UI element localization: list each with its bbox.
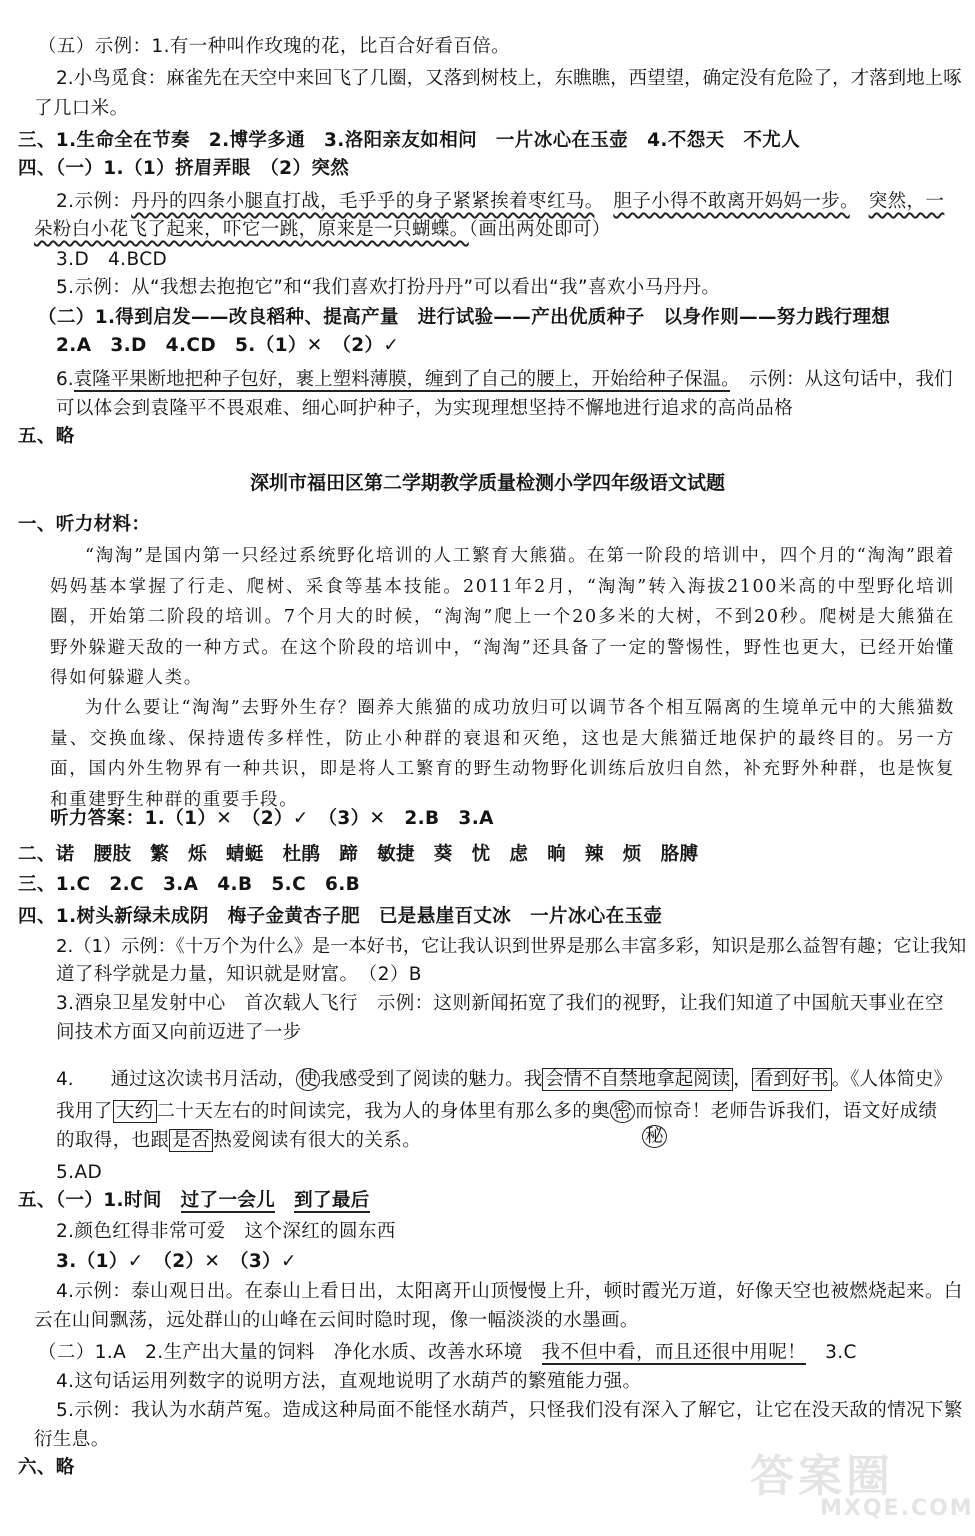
line-section-five-b	[18, 1188, 370, 1214]
underlined-sentence: 袁隆平果断地把种子包好，裹上塑料薄膜，缠到了自己的腰上，开始给种子保温。	[73, 369, 731, 390]
label: 2.示例：	[56, 191, 132, 212]
watermark-url: MXQE.COM	[820, 1496, 974, 1521]
text: 我用了	[56, 1101, 113, 1122]
text: 二十天左右的时间读完，我为人的身体里有那么多的奥	[156, 1101, 611, 1122]
correction-line-2	[56, 1099, 937, 1125]
circled-char: 密	[610, 1100, 635, 1123]
line-bird-feeding: 2.小鸟觅食：麻雀先在天空中来回飞了几圈，又落到树枝上，东瞧瞧，西望望，确定没有危险了，才落到地上啄	[56, 68, 962, 89]
text: 通过这次读书月活动，	[110, 1069, 296, 1090]
line-dandan-example-cont	[34, 217, 611, 243]
text	[275, 1190, 294, 1211]
label: 6.	[56, 369, 74, 390]
correction-line-3	[56, 1128, 421, 1154]
line-section-three-b: 三、1.C 2.C 3.A 4.B 5.C 6.B	[18, 874, 361, 895]
text: 热爱阅读有很大的关系。	[213, 1130, 422, 1151]
line-space-news-cont: 间技术方面又向前迈进了一步	[56, 1022, 302, 1043]
line-bird-feeding-cont: 了几口米。	[34, 98, 129, 119]
wavy-underlined-sentence: 胆子小得不敢离开妈妈一步。	[613, 191, 850, 212]
label: 4.	[56, 1069, 74, 1090]
underlined-phrase: 过了一会儿	[180, 1190, 276, 1211]
listening-answers: 听力答案：1.（1）✕ （2）✓ （3）✕ 2.B 3.A	[50, 808, 494, 829]
correction-mark	[642, 1124, 667, 1150]
line-section-four-b: 四、1.树头新绿未成阴 梅子金黄杏子肥 已是悬崖百丈冰 一片冰心在玉壶	[18, 906, 663, 927]
line-sunrise-example-cont: 云在山间飘荡，远处群山的山峰在云间时隐时现，像一幅淡淡的水墨画。	[34, 1310, 639, 1331]
line-five-example: （五）示例：1.有一种叫作玫瑰的花，比百合好看百倍。	[38, 36, 511, 57]
line-answers-3-4: 3.D 4.BCD	[56, 249, 168, 270]
watermark-logo: 答案圈	[750, 1451, 894, 1502]
underlined-sentence: 我不但中看，而且还很中用呢！	[541, 1342, 807, 1363]
note: （画出两处即可）	[468, 219, 611, 240]
text: 而惊奇！老师告诉我们，语文好成绩	[635, 1101, 938, 1122]
line-answer-5: 5.示例：从“我想去抱抱它”和“我们喜欢打扮丹丹”可以看出“我”喜欢小马丹丹。	[56, 277, 721, 298]
line-part-two-b	[38, 1340, 857, 1366]
circled-char: 秘	[642, 1125, 667, 1148]
line-yuan-longping-cont: 可以体会到袁隆平不畏艰难、细心呵护种子，为实现理想坚持不懈地进行追求的高尚品格	[56, 398, 794, 419]
text: 。《人体简史》	[831, 1069, 953, 1090]
wavy-underlined-sentence: 丹丹的四条小腿直打战，毛乎乎的身子紧紧挨着枣红马。	[131, 191, 595, 212]
line-opinion-example: 5.示例：我认为水葫芦冤。造成这种局面不能怪水葫芦，只怪我们没有深入了解它，让它在没天敌的情况下繁	[56, 1400, 963, 1421]
text: （二）1.A 2.生产出大量的饲料 净化水质、改善水环境	[38, 1342, 542, 1363]
line-dandan-example	[56, 189, 944, 215]
text: 的取得，也跟	[56, 1130, 170, 1151]
line-yuan-longping	[56, 367, 952, 393]
listening-paragraph-1: “淘淘”是国内第一只经过系统野化培训的人工繁育大熊猫。在第一阶段的培训中，四个月的“淘淘”跟着妈妈基本掌握了行走、爬树、采食等基本技能。2011年2月，“淘淘”转入海拔2100米高的中型野化培训圈，开始第二阶段的培训。7个月大的时候，“淘淘”爬上一个20多米的大树，不到20秒。爬树是大熊猫在野外躲避天敌的一种方式。在这个阶段的培训中，“淘淘”还具备了一定的警惕性，野性也更大，已经开始懂得如何躲避人类。	[50, 546, 955, 688]
underlined-phrase: 到了最后	[294, 1190, 370, 1211]
exam-title: 深圳市福田区第二学期教学质量检测小学四年级语文试题	[249, 472, 725, 494]
line-space-news: 3.酒泉卫星发射中心 首次载人飞行 示例：这则新闻拓宽了我们的视野，让我们知道了中国航天事业在空	[56, 993, 944, 1014]
boxed-phrase: 大约	[113, 1100, 157, 1123]
text: 五、（一）1.时间	[18, 1190, 181, 1211]
line-book-example-cont: 道了科学就是力量，知识就是财富。 （2）B	[56, 964, 422, 985]
text: 3.C	[806, 1342, 857, 1363]
wavy-underlined-sentence: 朵粉白小花飞了起来，吓它一跳，原来是一只蝴蝶。	[34, 219, 469, 240]
boxed-phrase: 看到好书	[752, 1068, 832, 1091]
listening-header: 一、听力材料：	[18, 514, 151, 535]
boxed-phrase: 是否	[169, 1129, 213, 1152]
text: ，	[733, 1069, 752, 1090]
circled-char: 使	[296, 1068, 321, 1091]
line-section-five: 五、略	[18, 426, 75, 447]
line-sunrise-example: 4.示例：泰山观日出。在泰山上看日出，太阳离开山顶慢慢上升，顿时霞光万道，好像天空也被燃烧起来。白	[56, 1281, 963, 1302]
correction-line-1	[56, 1067, 952, 1093]
line-section-six: 六、略	[18, 1457, 75, 1478]
wavy-underlined-sentence: 突然，一	[868, 191, 945, 212]
example-text: 示例：从这句话中，我们	[748, 369, 953, 390]
line-part-two: （二）1.得到启发——改良稻种、提高产量 进行试验——产出优质种子 以身作则——努力践行理想	[38, 307, 891, 328]
line-section-two: 二、诺 腰肢 繁 烁 蜻蜓 杜鹃 蹄 敏捷 葵 忧 虑 晌 辣 烦 胳膊	[18, 844, 699, 865]
line-section-four: 四、（一）1.（1）挤眉弄眼 （2）突然	[18, 158, 350, 179]
line-red-description: 2.颜色红得非常可爱 这个深红的圆东西	[56, 1221, 396, 1242]
listening-paragraph-2: 为什么要让“淘淘”去野外生存？圈养大熊猫的成功放归可以调节各个相互隔离的生境单元中的大熊猫数量、交换血缘、保持遗传多样性，防止小种群的衰退和灭绝，这也是大熊猫迁地保护的最终目的。另一方面，国内外生物界有一种共识，即是将人工繁育的野生动物野化训练后放归自然，补充野外种群，也是恢复和重建野生种群的重要手段。	[50, 698, 955, 810]
text: 我感受到了阅读的魅力。我	[320, 1069, 543, 1090]
line-book-example: 2.（1）示例：《十万个为什么》是一本好书，它让我认识到世界是那么丰富多彩，知识是那么益智有趣；它让我知	[56, 936, 967, 957]
boxed-phrase: 会情不自禁地拿起阅读	[542, 1068, 733, 1091]
line-part-two-answers: 2.A 3.D 4.CD 5.（1）✕ （2）✓	[56, 335, 400, 356]
line-answer-5-b: 5.AD	[56, 1162, 103, 1183]
line-judgement-answers: 3.（1）✓ （2）✕ （3）✓	[56, 1251, 297, 1272]
line-opinion-example-cont: 衍生息。	[34, 1429, 110, 1450]
line-section-three: 三、1.生命全在节奏 2.博学多通 3.洛阳亲友如相问 一片冰心在玉壶 4.不怨天 不尤人	[18, 130, 801, 151]
line-water-hyacinth: 4.这句话运用列数字的说明方法，直观地说明了水葫芦的繁殖能力强。	[56, 1371, 642, 1392]
watermark	[750, 1440, 974, 1530]
